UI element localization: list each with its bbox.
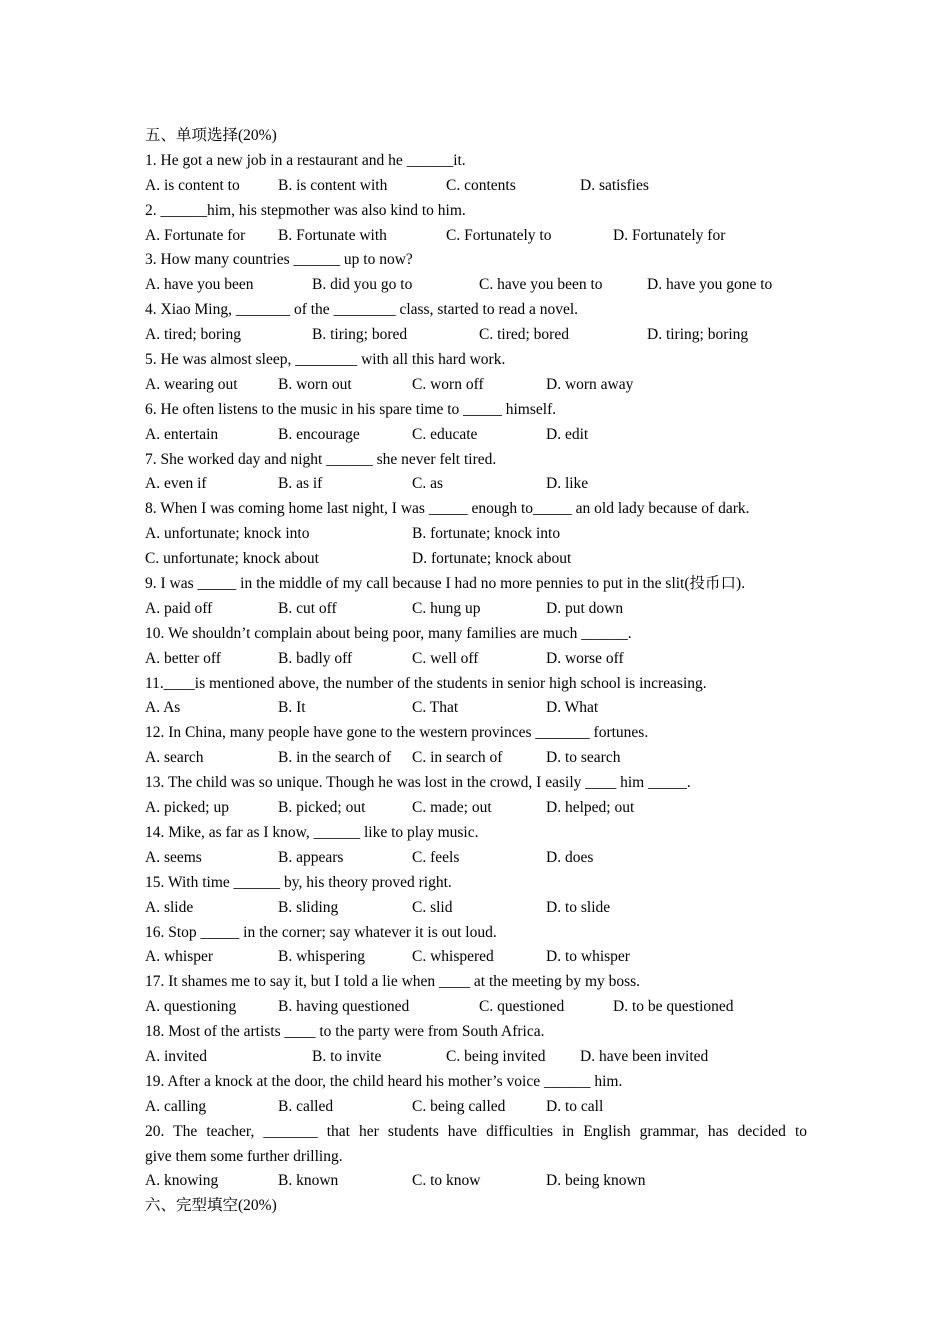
question-19: 19. After a knock at the door, the child heard his mother’s voice ______ him. — [145, 1072, 623, 1090]
option-c: C. as — [412, 475, 443, 493]
option-a: A. As — [145, 699, 181, 717]
option-b: B. It — [278, 699, 306, 717]
option-b: B. as if — [278, 475, 323, 493]
option-a: A. calling — [145, 1097, 207, 1115]
question-10: 10. We shouldn’t complain about being poor, many families are much ______. — [145, 624, 632, 642]
option-b: B. appears — [278, 848, 344, 866]
option-d: D. Fortunately for — [613, 226, 726, 244]
option-a: A. paid off — [145, 599, 213, 617]
question-12: 12. In China, many people have gone to the western provinces _______ fortunes. — [145, 724, 649, 742]
option-a: A. is content to — [145, 176, 240, 194]
question-20-continued: give them some further drilling. — [145, 1147, 343, 1165]
options-row — [145, 423, 807, 448]
question-17: 17. It shames me to say it, but I told a lie when ____ at the meeting by my boss. — [145, 973, 641, 991]
option-d: D. satisfies — [580, 176, 649, 194]
option-c: C. whispered — [412, 948, 494, 966]
question-9: 9. I was _____ in the middle of my call because I had no more pennies to put in the slit(投币口). — [145, 575, 746, 593]
section-heading: 五、单项选择(20%) — [145, 127, 277, 144]
option-a: A. even if — [145, 475, 207, 493]
option-c: C. made; out — [412, 799, 492, 817]
question-5: 5. He was almost sleep, ________ with all this hard work. — [145, 351, 506, 369]
option-b: B. sliding — [278, 898, 339, 916]
question-20: 20. The teacher, _______ that her students have difficulties in English grammar, has decided to — [145, 1122, 807, 1140]
question-1: 1. He got a new job in a restaurant and he ______it. — [145, 151, 466, 169]
option-c: C. in search of — [412, 749, 503, 767]
option-d: D. to search — [546, 749, 621, 767]
option-d: D. to whisper — [546, 948, 630, 966]
option-a: A. invited — [145, 1047, 207, 1065]
option-c: C. have you been to — [479, 276, 603, 294]
option-a: A. search — [145, 749, 204, 767]
option-c: C. to know — [412, 1172, 481, 1190]
option-b: B. worn out — [278, 375, 352, 393]
option-a: A. questioning — [145, 998, 237, 1016]
option-a: A. slide — [145, 898, 194, 916]
option-a: A. whisper — [145, 948, 214, 966]
options-row — [145, 995, 807, 1020]
option-b: B. called — [278, 1097, 334, 1115]
option-c: C. Fortunately to — [446, 226, 552, 244]
option-a: A. Fortunate for — [145, 226, 246, 244]
option-c: C. well off — [412, 649, 479, 667]
question-7: 7. She worked day and night ______ she never felt tired. — [145, 450, 497, 468]
options-row — [145, 273, 807, 298]
option-b: B. whispering — [278, 948, 365, 966]
question-14: 14. Mike, as far as I know, ______ like to play music. — [145, 823, 479, 841]
option-b: B. to invite — [312, 1047, 382, 1065]
question-4: 4. Xiao Ming, _______ of the ________ class, started to read a novel. — [145, 301, 579, 319]
question-11: 11.____is mentioned above, the number of the students in senior high school is increasing. — [145, 674, 707, 692]
question-18: 18. Most of the artists ____ to the party were from South Africa. — [145, 1023, 545, 1041]
option-c: C. That — [412, 699, 459, 717]
option-c: C. slid — [412, 898, 453, 916]
question-3: 3. How many countries ______ up to now? — [145, 251, 413, 269]
option-d: D. being known — [546, 1172, 646, 1190]
options-row — [145, 1169, 807, 1194]
option-c: C. feels — [412, 848, 460, 866]
option-b: B. badly off — [278, 649, 353, 667]
options-row — [145, 597, 807, 622]
options-row — [145, 1045, 807, 1070]
options-row — [145, 522, 807, 547]
question-2: 2. ______him, his stepmother was also kind to him. — [145, 201, 466, 219]
option-d: D. to call — [546, 1097, 604, 1115]
options-row — [145, 174, 807, 199]
option-b: B. cut off — [278, 599, 337, 617]
option-a: A. entertain — [145, 425, 219, 443]
options-row — [145, 796, 807, 821]
option-b: B. tiring; bored — [312, 326, 408, 344]
option-d: D. does — [546, 848, 594, 866]
exam-page — [145, 124, 807, 1219]
options-row — [145, 547, 807, 572]
options-row — [145, 323, 807, 348]
question-8: 8. When I was coming home last night, I was _____ enough to_____ an old lady because of dark. — [145, 500, 750, 518]
option-d: D. worse off — [546, 649, 624, 667]
option-c: C. tired; bored — [479, 326, 569, 344]
option-b: B. encourage — [278, 425, 360, 443]
option-d: D. What — [546, 699, 599, 717]
option-a: A. wearing out — [145, 375, 238, 393]
options-row — [145, 746, 807, 771]
option-d: D. have been invited — [580, 1047, 709, 1065]
option-a: A. have you been — [145, 276, 254, 294]
option-a: A. seems — [145, 848, 202, 866]
options-row — [145, 1095, 807, 1120]
option-d: D. edit — [546, 425, 589, 443]
option-d: D. helped; out — [546, 799, 635, 817]
option-b: B. did you go to — [312, 276, 413, 294]
option-c: C. worn off — [412, 375, 484, 393]
option-c: C. unfortunate; knock about — [145, 550, 319, 568]
option-b: B. known — [278, 1172, 339, 1190]
option-d: D. fortunate; knock about — [412, 550, 572, 568]
options-row — [145, 945, 807, 970]
options-row — [145, 647, 807, 672]
option-b: B. in the search of — [278, 749, 392, 767]
option-d: D. have you gone to — [647, 276, 773, 294]
option-a: A. unfortunate; knock into — [145, 525, 310, 543]
option-d: D. like — [546, 475, 589, 493]
option-b: B. Fortunate with — [278, 226, 387, 244]
section-heading: 六、完型填空(20%) — [145, 1197, 277, 1215]
options-row — [145, 373, 807, 398]
option-b: B. picked; out — [278, 799, 366, 817]
option-c: C. educate — [412, 425, 478, 443]
option-a: A. knowing — [145, 1172, 219, 1190]
options-row — [145, 472, 807, 497]
option-b: B. fortunate; knock into — [412, 525, 561, 543]
question-15: 15. With time ______ by, his theory proved right. — [145, 873, 452, 891]
question-16: 16. Stop _____ in the corner; say whatever it is out loud. — [145, 923, 497, 941]
option-c: C. questioned — [479, 998, 565, 1016]
option-c: C. contents — [446, 176, 516, 194]
options-row — [145, 696, 807, 721]
question-13: 13. The child was so unique. Though he was lost in the crowd, I easily ____ him _____. — [145, 774, 691, 792]
options-row — [145, 846, 807, 871]
option-c: C. hung up — [412, 599, 481, 617]
options-row — [145, 224, 807, 249]
option-a: A. better off — [145, 649, 221, 667]
option-c: C. being invited — [446, 1047, 546, 1065]
option-b: B. having questioned — [278, 998, 410, 1016]
option-d: D. tiring; boring — [647, 326, 749, 344]
options-row — [145, 896, 807, 921]
option-d: D. put down — [546, 599, 624, 617]
option-d: D. to slide — [546, 898, 611, 916]
option-b: B. is content with — [278, 176, 388, 194]
option-a: A. picked; up — [145, 799, 229, 817]
option-c: C. being called — [412, 1097, 506, 1115]
option-a: A. tired; boring — [145, 326, 241, 344]
option-d: D. to be questioned — [613, 998, 734, 1016]
question-6: 6. He often listens to the music in his spare time to _____ himself. — [145, 400, 557, 418]
option-d: D. worn away — [546, 375, 634, 393]
